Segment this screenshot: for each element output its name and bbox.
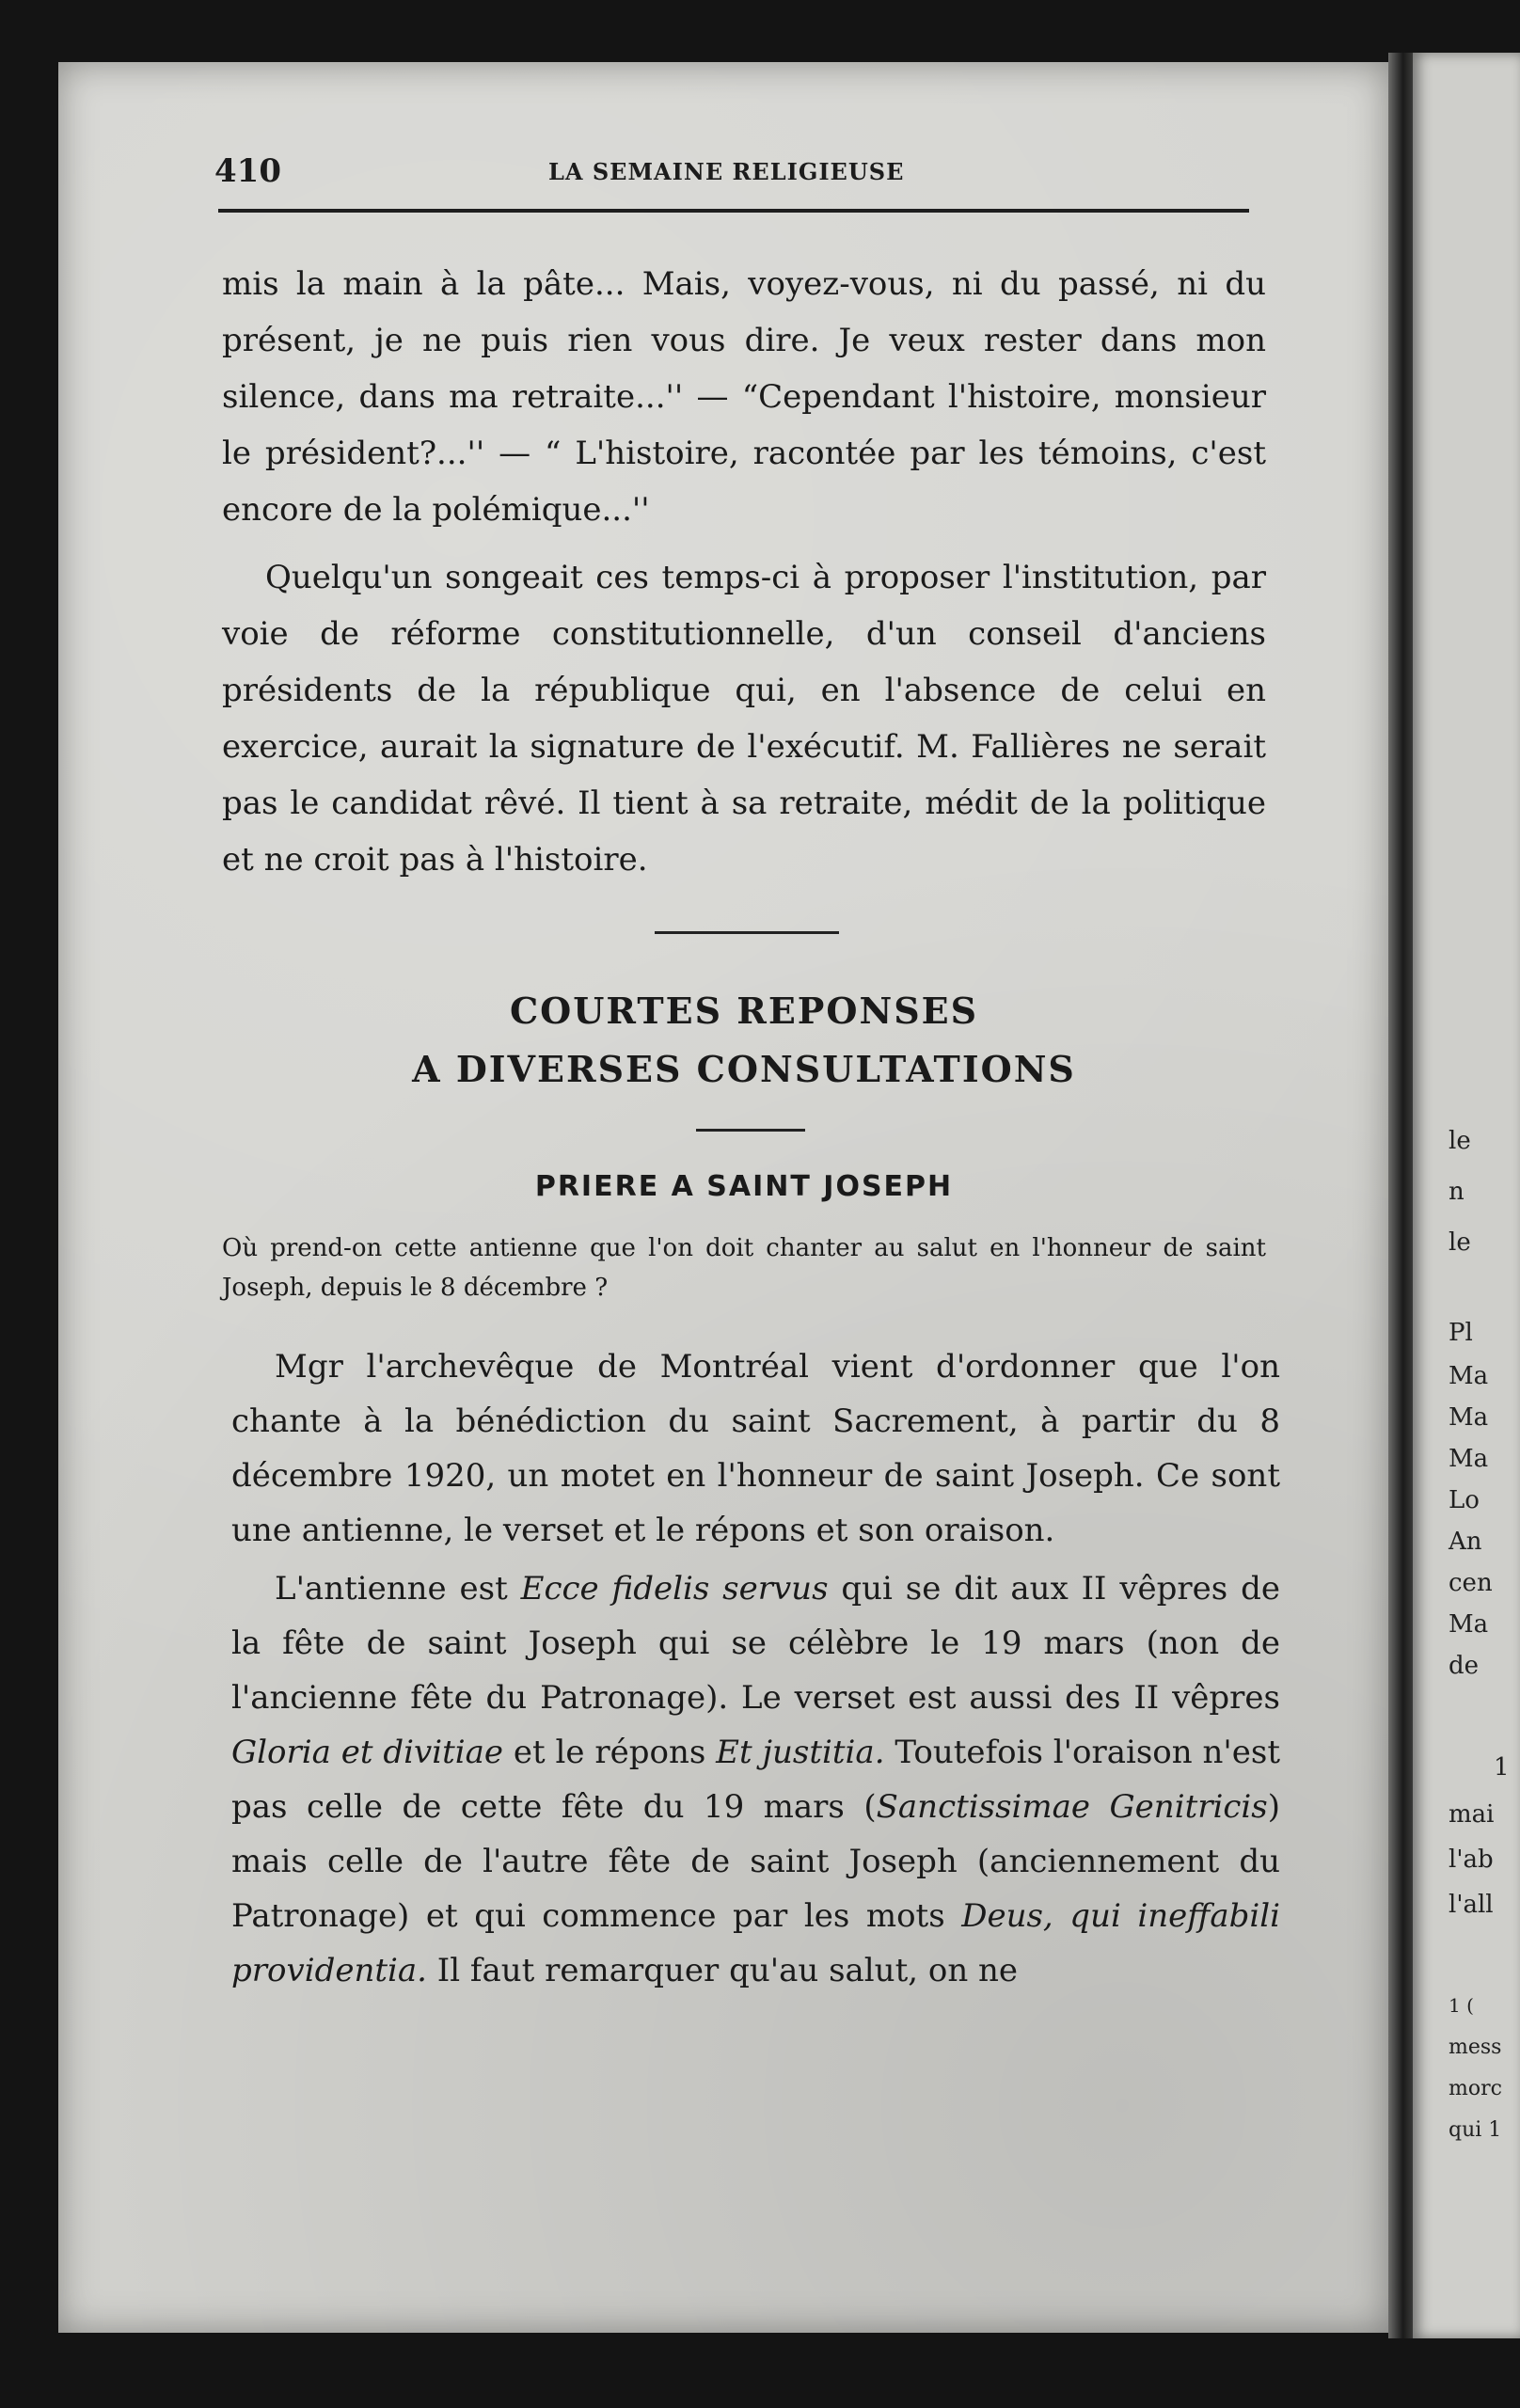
facing-fragment: l'ab: [1449, 1846, 1494, 1874]
facing-fragment: Ma: [1449, 1610, 1489, 1639]
answer-text-run: Toutefois l'oraison n'est pas celle de cette fête du 19 mars (: [231, 1734, 1280, 1826]
answer-paragraph-2: [231, 1561, 1280, 1998]
latin-phrase: Et justitia.: [716, 1734, 885, 1771]
facing-fragment: cen: [1449, 1569, 1493, 1597]
facing-fragment: Pl: [1449, 1319, 1473, 1347]
facing-fragment: 1: [1494, 1753, 1510, 1782]
facing-fragment: morc: [1449, 2077, 1502, 2100]
facing-fragment: qui 1: [1449, 2118, 1502, 2142]
header-rule: [218, 209, 1249, 213]
subsection-divider: [696, 1129, 805, 1132]
answer-text-run: L'antienne est: [275, 1570, 521, 1608]
running-title: LA SEMAINE RELIGIEUSE: [548, 158, 905, 185]
intro-text: [222, 256, 1266, 888]
facing-page-fragment: [1413, 53, 1520, 2338]
facing-fragment: le: [1449, 1228, 1471, 1257]
facing-fragment: Ma: [1449, 1362, 1489, 1390]
latin-phrase: Sanctissimae Genitricis: [876, 1788, 1268, 1826]
question-text: Où prend-on cette antienne que l'on doit chanter au salut en l'honneur de saint Joseph, depuis le 8 décembre ?: [222, 1234, 1266, 1302]
answer-paragraph-1: Mgr l'archevêque de Montréal vient d'ordonner que l'on chante à la bénédiction du saint Sacrement, à partir du 8 décembre 1920, un motet en l'honneur de saint Joseph. Ce sont une antienne, le verset et le répons et son oraison.: [231, 1348, 1280, 1549]
facing-fragment: 1 (: [1449, 1994, 1474, 2017]
facing-fragment: mess: [1449, 2036, 1502, 2059]
answer-text-run: Il faut remarquer qu'au salut, on ne: [426, 1952, 1019, 1989]
facing-fragment: de: [1449, 1652, 1480, 1680]
section-divider: [655, 931, 839, 934]
facing-fragment: le: [1449, 1127, 1471, 1155]
answer-text-run: et le répons: [503, 1734, 717, 1771]
section-title-line-1: COURTES REPONSES: [509, 990, 979, 1032]
facing-fragment: l'all: [1449, 1891, 1494, 1919]
facing-fragment: mai: [1449, 1800, 1495, 1829]
intro-paragraph-2: Quelqu'un songeait ces temps-ci à proposer l'institution, par voie de réforme constitutionnelle, d'un conseil d'anciens présidents de la république qui, en l'absence de celui en exercice, aurait la signature de l'exécutif. M. Fallières ne serait pas le candidat rêvé. Il tient à sa retraite, médit de la politique et ne croit pas à l'histoire.: [222, 559, 1266, 879]
facing-fragment: Ma: [1449, 1403, 1489, 1432]
answer-text-run: qui se dit aux II vêpres de la fête de saint Joseph qui se célèbre le 19 mars (non de l'ancienne fête du Patronage). Le verset est aussi des II vêpres: [231, 1570, 1280, 1717]
section-title-line-2: A DIVERSES CONSULTATIONS: [412, 1048, 1076, 1090]
answer-text: [231, 1339, 1280, 1998]
facing-fragment: An: [1449, 1528, 1482, 1556]
latin-phrase: Deus, qui ineffabili providentia.: [231, 1897, 1281, 1989]
facing-fragment: Ma: [1449, 1445, 1489, 1473]
latin-phrase: Gloria et divitiae: [231, 1734, 504, 1771]
page-number: 410: [214, 152, 281, 190]
running-header: [214, 152, 1249, 199]
latin-phrase: Ecce fidelis servus: [520, 1570, 829, 1608]
intro-paragraph-1: mis la main à la pâte... Mais, voyez-vous, ni du passé, ni du présent, je ne puis rien vous dire. Je veux rester dans mon silence, dans ma retraite...'' — “Cependant l'histoire, monsieur le président?...'' — “ L'histoire, racontée par les témoins, c'est encore de la polémique...'': [222, 265, 1266, 529]
subsection-title: PRIERE A SAINT JOSEPH: [534, 1170, 954, 1203]
page-gutter: [1388, 53, 1413, 2338]
facing-fragment: n: [1449, 1178, 1465, 1206]
facing-fragment: Lo: [1449, 1486, 1480, 1514]
answer-text-run: ) mais celle de l'autre fête de saint Joseph (anciennement du Patronage) et qui commence par les mots: [231, 1788, 1280, 1935]
